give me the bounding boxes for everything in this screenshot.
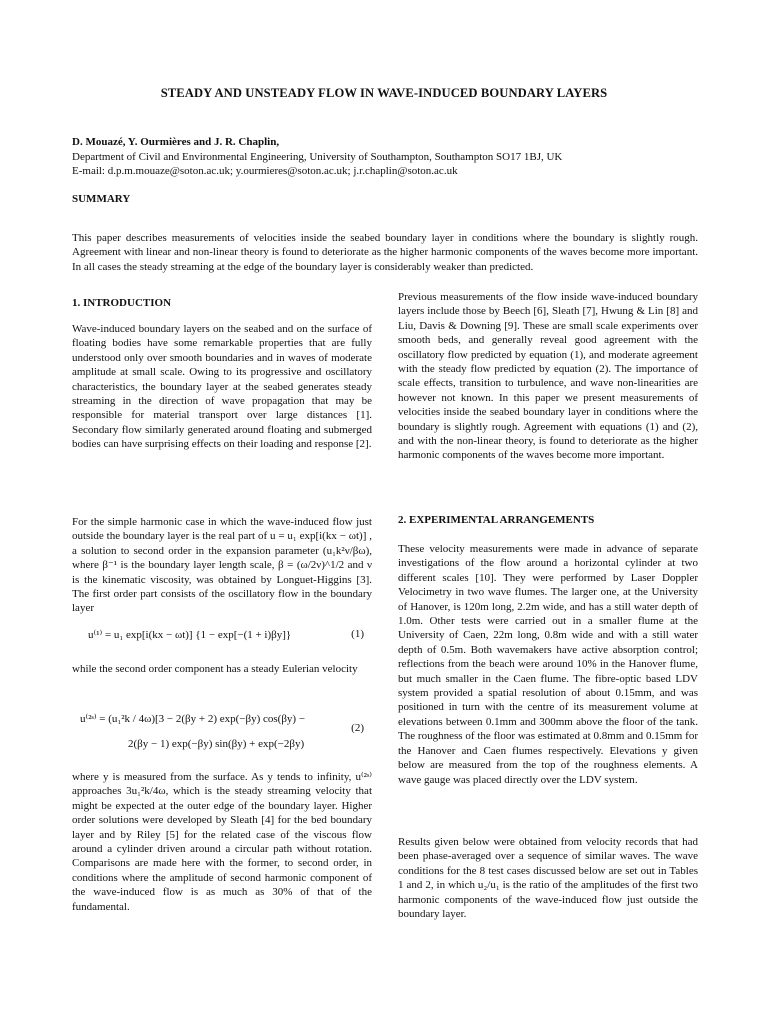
experimental-heading: 2. EXPERIMENTAL ARRANGEMENTS <box>398 514 595 526</box>
equation-2 <box>80 702 372 754</box>
affiliation: Department of Civil and Environmental Engineering, University of Southampton, Southampton SO17 1BJ, UK <box>72 151 563 163</box>
email-line: E-mail: d.p.m.mouaze@soton.ac.uk; y.ourmieres@soton.ac.uk; j.r.chaplin@soton.ac.uk <box>72 165 458 177</box>
summary-text: This paper describes measurements of velocities inside the seabed boundary layer in conditions where the boundary is slightly rough. Agreement with linear and non-linear theory is found to deteriorate as the higher harmonic components of the waves become more important. In all cases the steady streaming at the edge of the boundary layer is considerably weaker than predicted. <box>72 232 698 273</box>
equation-1-body: u⁽¹⁾ = u₁ exp[i(kx − ωt)] {1 − exp[−(1 + i)βy]} <box>88 629 292 641</box>
affiliation-block <box>72 150 712 178</box>
intro-paragraph-1: Wave-induced boundary layers on the seabed and on the surface of floating bodies have some remarkable properties that are fully understood only over smooth boundaries and in waves of moderate amplitude at small scale. Owing to its progressive and oscillatory characteristics, the boundary layer at the seabed generates steady streaming in the direction of wave propagation that may be responsible for material transport over large distances [1]. Secondary flow similarly generated around floating and submerged bodies can have surprising effects on their loading and response [2]. <box>72 323 372 451</box>
intro-paragraph-2: For the simple harmonic case in which the wave-induced flow just outside the boundary layer is the real part of u = u₁ exp[i(kx − ωt)] , a solution to second order in the expansion parameter (u₁k²ν/βω), where β⁻¹ is the boundary layer length scale, β = (ω/2ν)^1/2 and ν is the kinematic viscosity, was obtained by Longuet-Higgins [3]. The first order part consists of the oscillatory flow in the boundary layer <box>72 516 372 615</box>
right-paragraph-2: These velocity measurements were made in advance of separate investigations of the flow around a horizontal cylinder at two different scales [10]. They were performed by Laser Doppler Velocimetry in two wave flumes. The larger one, at the University of Hanover, is 120m long, 2.2m wide, and has a still water depth of 1.0m. Other tests were carried out in a smaller flume at the University of Caen, 22m long, 0.8m wide and with a still water depth of 0.5m. Both wavemakers have active absorption control; reflections from the beach were around 10% in the Hanover flume, but much smaller in the Caen flume. The fibre-optic based LDV system provided a spatial resolution of about 0.15mm, and was positioned in turn with the centre of its measurement volume at elevations between 0.1mm and 300mm above the floor of the tank. The roughness of the floor was estimated at 0.8mm and 0.15mm for the Hanover and Caen flumes respectively. Elevations y given below are measured from the top of the roughness elements. A wave gauge was placed directly over the LDV system. <box>398 543 698 786</box>
paper-title: STEADY AND UNSTEADY FLOW IN WAVE-INDUCED BOUNDARY LAYERS <box>160 86 608 100</box>
equation-1 <box>88 628 372 641</box>
summary-heading: SUMMARY <box>72 193 131 205</box>
equation-2-number: (2) <box>351 722 364 734</box>
right-paragraph-3: Results given below were obtained from velocity records that had been phase-averaged over a sequence of similar waves. The wave conditions for the 8 test cases discussed below are set out in Tables 1 and 2, in which u₂/u₁ is the ratio of the amplitudes of the first two harmonic components of the wave-induced flow just outside the boundary layer. <box>398 836 698 921</box>
authors: D. Mouazé, Y. Ourmières and J. R. Chaplin, <box>72 136 280 148</box>
right-paragraph-1: Previous measurements of the flow inside wave-induced boundary layers include those by Beech [6], Sleath [7], Hwung & Lin [8] and Liu, Davis & Downing [9]. These are small scale experiments over smooth beds, and generally reveal good agreement with the oscillatory flow predicted by equation (1), and moderate agreement with the steady flow predicted by equation (2). The importance of scale effects, transition to turbulence, and wave non-linearities are however not known. In this paper we present measurements of velocities inside the seabed boundary layer in conditions where the boundary is slightly rough. Agreement with equations (1) and (2), and with the non-linear theory, is found to deteriorate as the higher harmonic components of the waves become more important. <box>398 291 698 462</box>
equation-2-line-2: 2(βy − 1) exp(−βy) sin(βy) + exp(−2βy) <box>128 738 305 750</box>
equation-2-line-1: u⁽²ˢ⁾ = (u₁²k / 4ω)[3 − 2(βy + 2) exp(−βy) cos(βy) − <box>80 713 306 725</box>
intro-paragraph-4: where y is measured from the surface. As y tends to infinity, u⁽²ˢ⁾ approaches 3u₁²k/4ω, which is the steady streaming velocity that might be expected at the outer edge of the boundary layer. Higher order solutions were developed by Sleath [4] for the bed boundary layer and by Riley [5] for the related case of the viscous flow around a cylinder driven around a circular path without rotation. Comparisons are made here with the former, to second order, in conditions where the amplitude of second harmonic component of the wave-induced flow is as much as 30% of that of the fundamental. <box>72 771 372 913</box>
intro-heading: 1. INTRODUCTION <box>72 297 172 309</box>
equation-1-number: (1) <box>351 628 364 640</box>
intro-paragraph-3: while the second order component has a steady Eulerian velocity <box>72 663 358 675</box>
